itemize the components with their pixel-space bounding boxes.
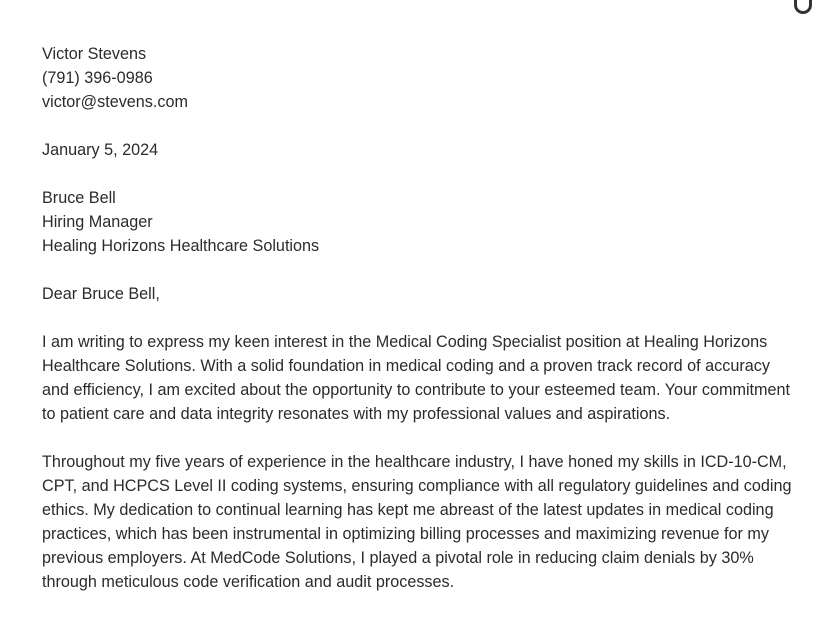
letter-date: January 5, 2024 xyxy=(42,141,159,159)
cover-letter xyxy=(42,42,792,618)
sender-block xyxy=(42,42,792,114)
recipient-company: Healing Horizons Healthcare Solutions xyxy=(42,237,320,255)
partial-glyph-icon xyxy=(794,0,812,14)
recipient-block xyxy=(42,186,792,258)
sender-phone: (791) 396-0986 xyxy=(42,69,153,87)
recipient-title: Hiring Manager xyxy=(42,213,153,231)
body-paragraph-2: Throughout my five years of experience in the healthcare industry, I have honed my skills in ICD-10-CM, CPT, and HCPCS Level II coding systems, ensuring compliance with all regulatory guidelines and coding ethics. My dedication to continual learning has kept me abreast of the latest updates in medical coding practices, which has been instrumental in optimizing billing processes and maximizing revenue for my previous employers. At MedCode Solutions, I played a pivotal role in reducing claim denials by 30% through meticulous code verification and audit processes. xyxy=(42,453,792,591)
salutation: Dear Bruce Bell, xyxy=(42,285,160,303)
sender-email: victor@stevens.com xyxy=(42,93,188,111)
body-paragraph-1: I am writing to express my keen interest in the Medical Coding Specialist position at Healing Horizons Healthcare Solutions. With a solid foundation in medical coding and a proven track record of accuracy and efficiency, I am excited about the opportunity to contribute to your esteemed team. Your commitment to patient care and data integrity resonates with my professional values and aspirations. xyxy=(42,333,791,423)
sender-name: Victor Stevens xyxy=(42,45,147,63)
recipient-name: Bruce Bell xyxy=(42,189,116,207)
